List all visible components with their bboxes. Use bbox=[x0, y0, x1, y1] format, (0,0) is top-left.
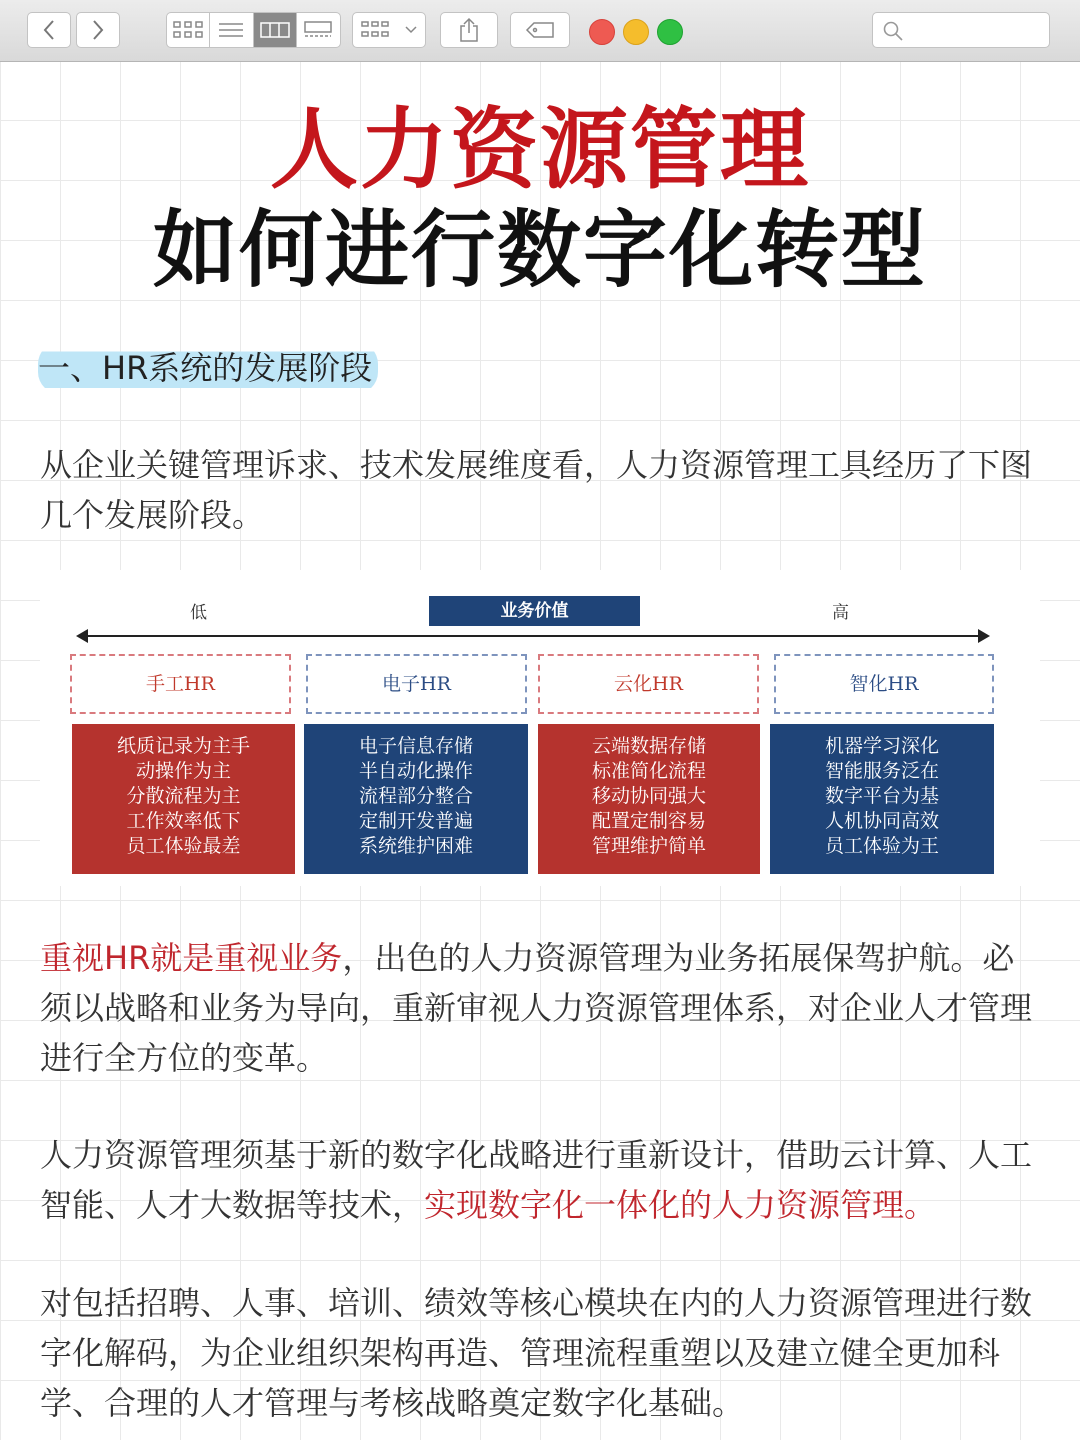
stage-item: 标准简化流程 bbox=[591, 760, 706, 782]
paragraph-highlight: 实现数字化一体化的人力资源管理。 bbox=[424, 1186, 937, 1224]
stage-body-electronic bbox=[304, 724, 528, 874]
gallery-view-button[interactable] bbox=[297, 13, 340, 47]
value-axis-line bbox=[80, 635, 986, 637]
stage-item: 人机协同高效 bbox=[824, 810, 939, 832]
view-switcher bbox=[166, 12, 341, 48]
share-icon bbox=[458, 17, 480, 43]
paragraph-highlight: 重视HR就是重视业务 bbox=[40, 939, 343, 977]
stage-item: 流程部分整合 bbox=[358, 785, 473, 807]
stage-item: 移动协同强大 bbox=[591, 785, 706, 807]
stage-item: 配置定制容易 bbox=[591, 810, 706, 832]
arrow-right-icon bbox=[978, 629, 990, 643]
paragraph-business bbox=[40, 933, 1040, 1083]
paragraph-redesign bbox=[40, 1130, 1040, 1230]
stage-body-cloud bbox=[538, 724, 760, 874]
paragraph-decoding: 对包括招聘、人事、培训、绩效等核心模块在内的人力资源管理进行数字化解码，为企业组织架构再造、管理流程重塑以及建立健全更加科学、合理的人才管理与考核战略奠定数字化基础。 bbox=[40, 1284, 1033, 1422]
paragraph-text: ，出色的人力资源管理为业务拓展保驾护航。必须以战略和业务为导向，重新审视人力资源管理体系，对企业人才管理进行全方位的变革。 bbox=[40, 939, 1033, 1077]
grid-view-icon bbox=[173, 21, 203, 39]
back-button[interactable] bbox=[27, 12, 71, 48]
stage-header-intelligent: 智化HR bbox=[774, 654, 994, 714]
stage-body-manual bbox=[72, 724, 295, 874]
low-label: 低 bbox=[190, 603, 207, 623]
gallery-view-icon bbox=[303, 21, 333, 39]
stage-item: 动操作为主 bbox=[135, 760, 231, 782]
chevron-right-icon bbox=[91, 19, 105, 41]
stage-item: 员工体验为王 bbox=[824, 835, 939, 857]
forward-button[interactable] bbox=[76, 12, 120, 48]
stage-item: 电子信息存储 bbox=[358, 735, 473, 757]
high-label: 高 bbox=[832, 603, 849, 623]
grid-view-button[interactable] bbox=[167, 13, 210, 47]
share-button[interactable] bbox=[440, 12, 498, 48]
stage-item: 分散流程为主 bbox=[126, 785, 241, 807]
stage-item: 机器学习深化 bbox=[824, 735, 939, 757]
paragraph-text: 人力资源管理须基于新的数字化战略进行重新设计，借助云计算、人工智能、人才大数据等技术， bbox=[40, 1136, 1033, 1224]
page-title: 人力资源管理 bbox=[269, 98, 810, 201]
stage-item: 工作效率低下 bbox=[126, 810, 241, 832]
column-view-button[interactable] bbox=[254, 13, 297, 47]
stage-item: 系统维护困难 bbox=[358, 835, 473, 857]
tag-icon bbox=[525, 21, 555, 39]
chevron-left-icon bbox=[42, 19, 56, 41]
window-toolbar bbox=[0, 0, 1080, 62]
search-input[interactable] bbox=[872, 12, 1050, 48]
section-heading: 一、HR系统的发展阶段 bbox=[38, 342, 378, 394]
arrow-left-icon bbox=[76, 629, 88, 643]
stage-header-electronic: 电子HR bbox=[306, 654, 527, 714]
hr-stages-diagram bbox=[40, 570, 1040, 886]
close-window-button[interactable] bbox=[589, 19, 615, 45]
stage-body-intelligent bbox=[770, 724, 994, 874]
stage-item: 智能服务泛在 bbox=[824, 760, 939, 782]
stage-item: 定制开发普遍 bbox=[358, 810, 473, 832]
stage-header-manual: 手工HR bbox=[70, 654, 291, 714]
page-subtitle: 如何进行数字化转型 bbox=[152, 201, 927, 299]
group-by-button[interactable] bbox=[352, 12, 426, 48]
tag-button[interactable] bbox=[510, 12, 570, 48]
business-value-label: 业务价值 bbox=[429, 596, 640, 626]
zoom-window-button[interactable] bbox=[657, 19, 683, 45]
stage-item: 数字平台为基 bbox=[824, 785, 939, 807]
chevron-down-icon bbox=[405, 26, 417, 34]
search-icon bbox=[882, 20, 904, 42]
stage-item: 云端数据存储 bbox=[591, 735, 706, 757]
intro-paragraph: 从企业关键管理诉求、技术发展维度看，人力资源管理工具经历了下图几个发展阶段。 bbox=[40, 446, 1033, 534]
stage-item: 管理维护简单 bbox=[591, 835, 706, 857]
stage-item: 纸质记录为主手 bbox=[116, 735, 250, 757]
stage-header-cloud: 云化HR bbox=[538, 654, 759, 714]
column-view-icon bbox=[260, 21, 290, 39]
stage-item: 员工体验最差 bbox=[126, 835, 241, 857]
stage-item: 半自动化操作 bbox=[358, 760, 473, 782]
minimize-window-button[interactable] bbox=[623, 19, 649, 45]
group-icon bbox=[361, 21, 389, 39]
list-view-button[interactable] bbox=[210, 13, 253, 47]
list-view-icon bbox=[218, 21, 244, 39]
